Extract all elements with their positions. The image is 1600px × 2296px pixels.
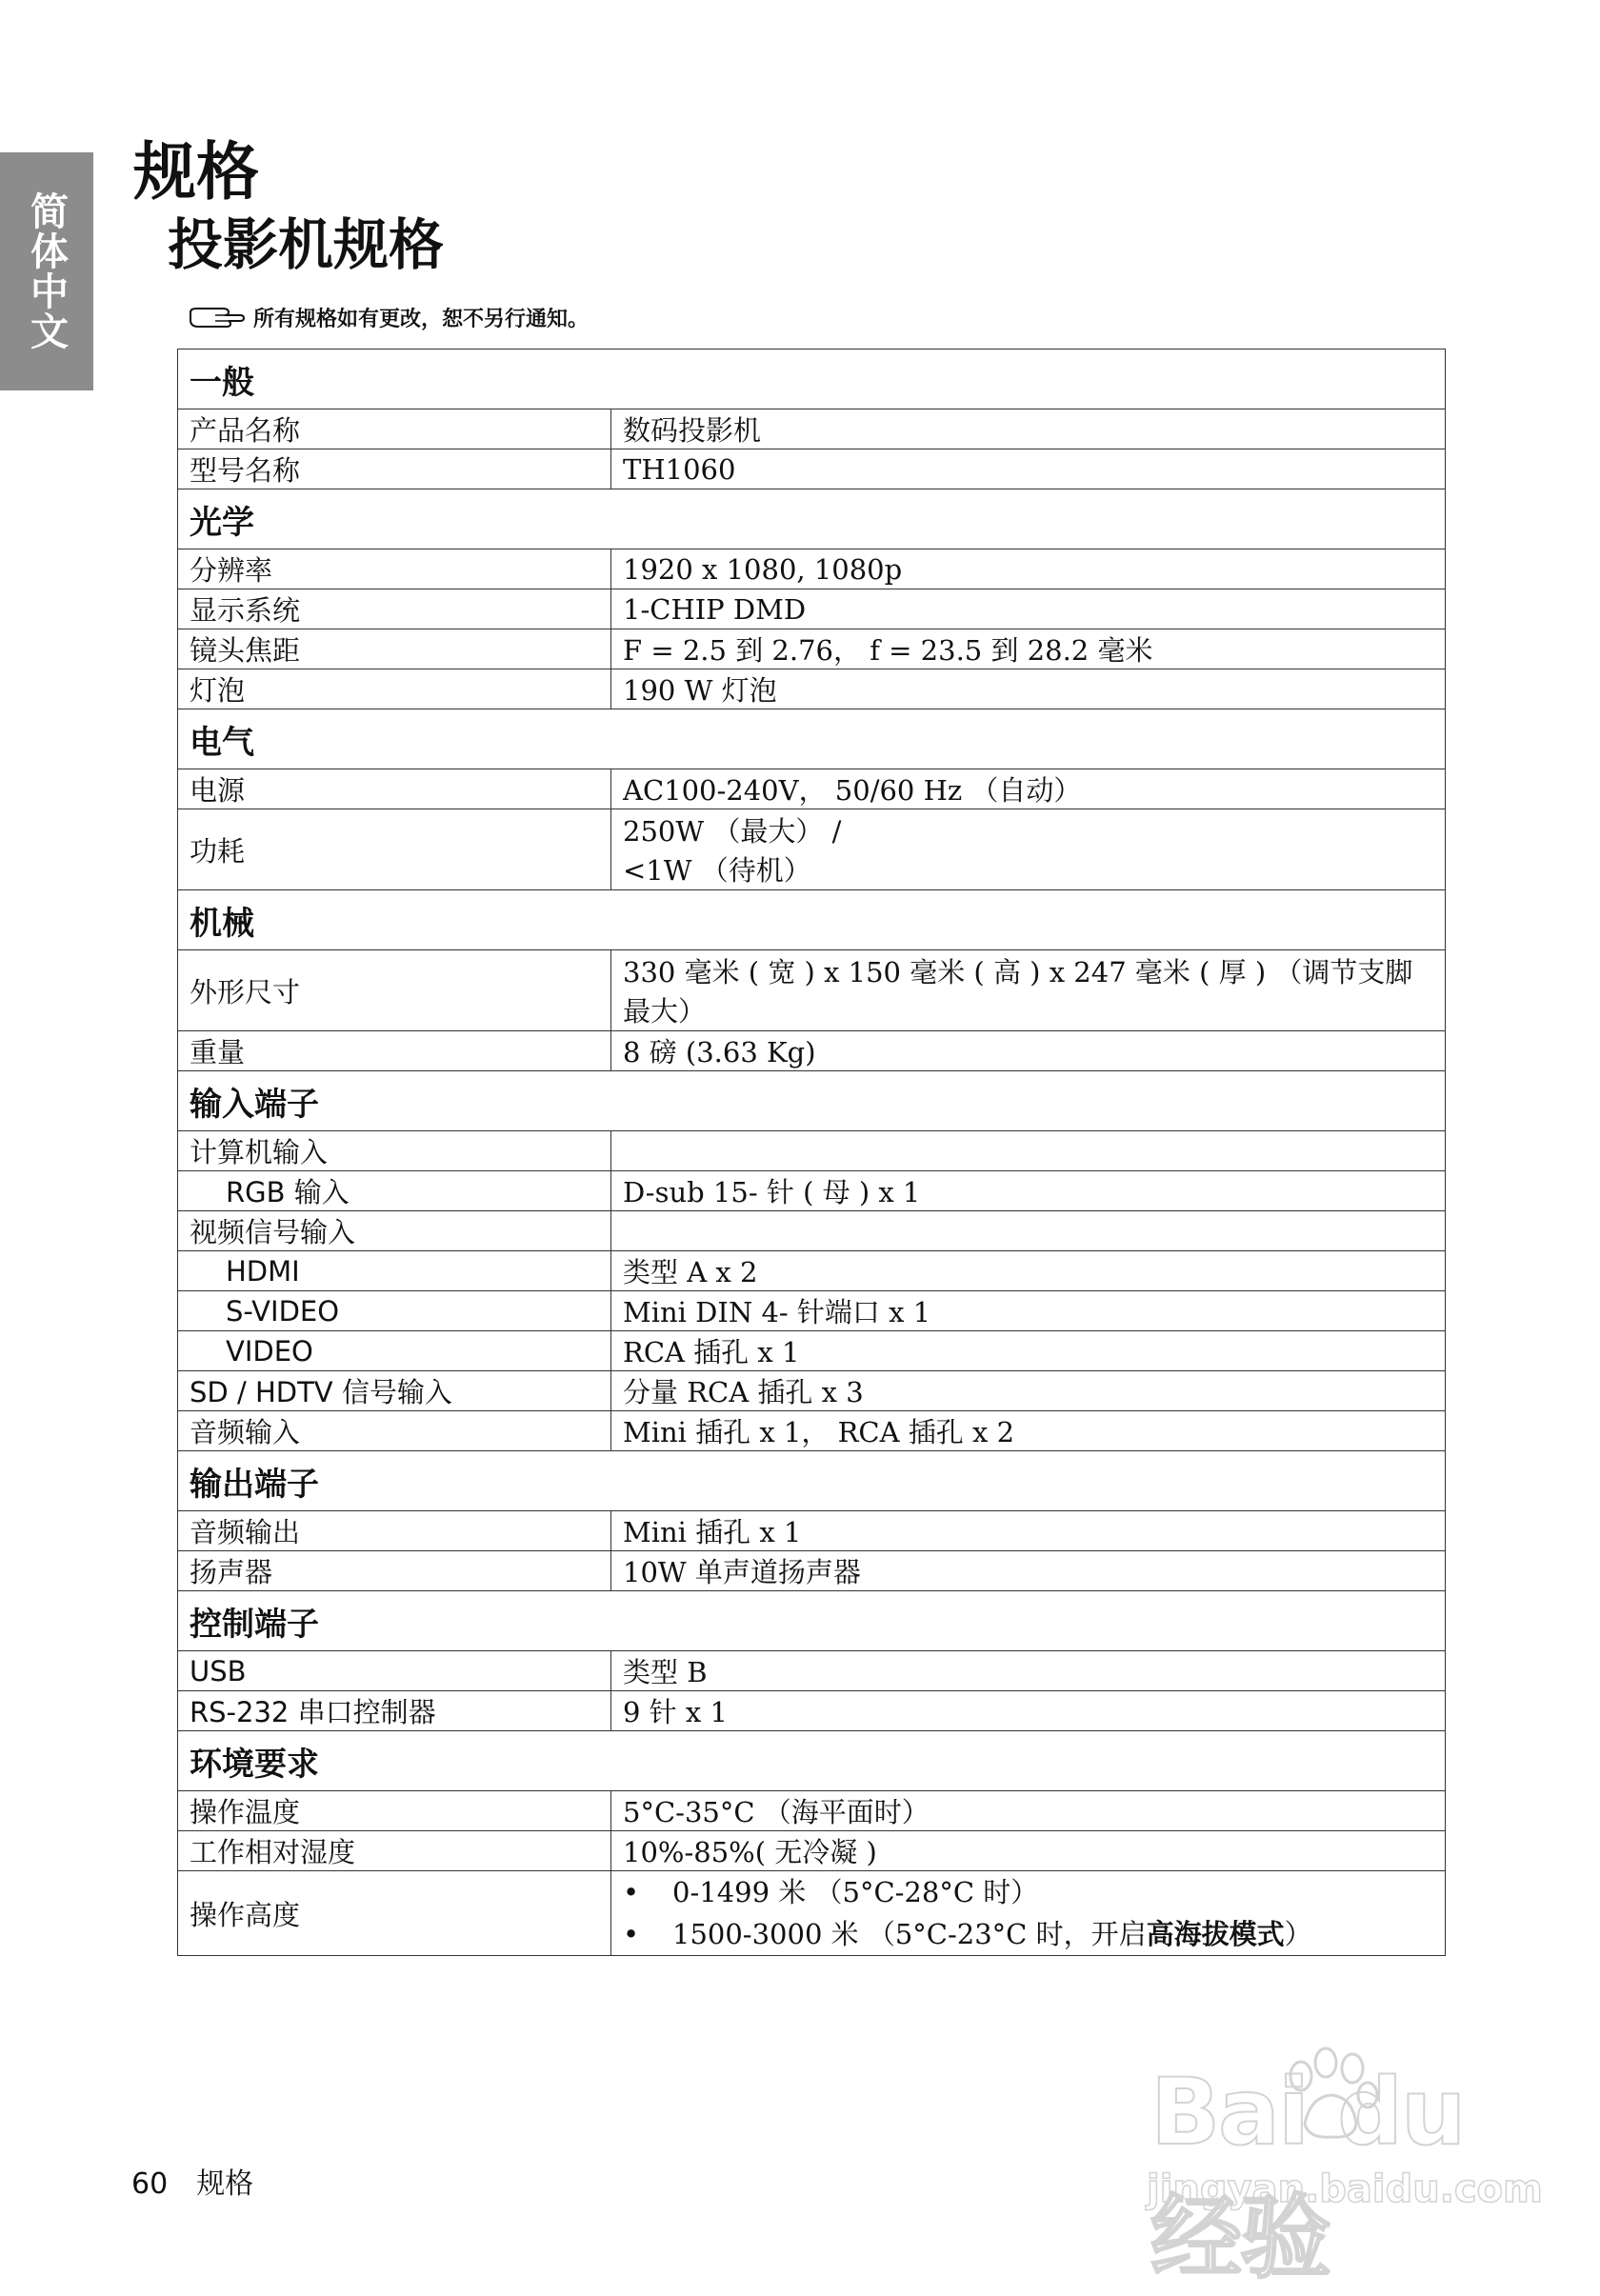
table-row [178,1551,1446,1591]
table-row [178,1131,1446,1171]
bullet-text: 1500-3000 米 （5°C-23°C 时，开启 [672,1918,1147,1950]
table-row [178,769,1446,809]
spec-value: Mini 插孔 x 1 [611,1511,1446,1551]
table-row [178,409,1446,449]
section-heading: 光学 [178,489,1446,549]
spec-label: 灯泡 [178,669,611,709]
spec-label: 显示系统 [178,589,611,629]
side-language-tab [0,152,93,390]
table-row [178,1691,1446,1731]
spec-label: RS-232 串口控制器 [178,1691,611,1731]
page-footer [131,2160,253,2202]
bullet-item [623,1913,1433,1955]
spec-label: 镜头焦距 [178,629,611,669]
spec-value-line: 250W （最大） / [623,815,842,848]
note-line [187,301,589,333]
note-text: 所有规格如有更改，恕不另行通知。 [253,307,590,331]
spec-label: RGB 输入 [178,1171,611,1211]
section-heading: 环境要求 [178,1731,1446,1791]
spec-label: 功耗 [178,809,611,890]
spec-label: USB [178,1651,611,1691]
spec-label: 计算机输入 [178,1131,611,1171]
table-row [178,629,1446,669]
spec-label: 电源 [178,769,611,809]
table-row [178,1411,1446,1451]
table-row [178,1651,1446,1691]
spec-value: 10%-85%( 无冷凝 ) [611,1831,1446,1871]
spec-value: TH1060 [611,449,1446,489]
table-row [178,589,1446,629]
bullet-emphasis: 高海拔模式 [1146,1918,1285,1950]
page-number: 60 [131,2167,169,2201]
spec-label: 操作温度 [178,1791,611,1831]
bullet-text: 0-1499 米 （5°C-28°C 时） [672,1876,1039,1908]
spec-label: 重量 [178,1031,611,1071]
spec-label: 音频输出 [178,1511,611,1551]
section-heading: 输入端子 [178,1071,1446,1131]
table-row [178,449,1446,489]
table-row [178,1371,1446,1411]
spec-label: 视频信号输入 [178,1211,611,1251]
table-row [178,1331,1446,1371]
section-heading: 一般 [178,349,1446,409]
spec-value: 9 针 x 1 [611,1691,1446,1731]
spec-value: RCA 插孔 x 1 [611,1331,1446,1371]
baidu-watermark [1131,2044,1543,2291]
table-row [178,950,1446,1031]
spec-label: 型号名称 [178,449,611,489]
spec-value: 类型 A x 2 [611,1251,1446,1291]
table-row [178,1251,1446,1291]
spec-label: 工作相对湿度 [178,1831,611,1871]
pointing-hand-icon [187,301,246,333]
spec-value: 1-CHIP DMD [611,589,1446,629]
spec-value-line: 330 毫米 ( 宽 ) x 150 毫米 ( 高 ) x 247 毫米 ( 厚 ) （调节支脚 [623,956,1413,988]
spec-value [611,809,1446,890]
table-row [178,1171,1446,1211]
spec-label: 分辨率 [178,549,611,589]
section-heading: 输出端子 [178,1451,1446,1511]
spec-value: 190 W 灯泡 [611,669,1446,709]
spec-value [611,1871,1446,1956]
footer-label: 规格 [196,2167,254,2201]
spec-label: S-VIDEO [178,1291,611,1331]
spec-value-line: 最大） [623,995,707,1028]
section-heading: 电气 [178,709,1446,769]
table-row [178,1031,1446,1071]
spec-value: 数码投影机 [611,409,1446,449]
bullet-dot: • [623,1918,640,1950]
watermark-url: jingyan.baidu.com [1147,2167,1543,2211]
spec-label: HDMI [178,1251,611,1291]
watermark-brand: Bai du 经验 [1150,2059,1465,2291]
spec-value: 8 磅 (3.63 Kg) [611,1031,1446,1071]
bullet-text: ） [1284,1918,1312,1950]
spec-label: 操作高度 [178,1871,611,1956]
spec-label: 产品名称 [178,409,611,449]
table-row [178,1511,1446,1551]
spec-value: AC100-240V， 50/60 Hz （自动） [611,769,1446,809]
spec-value-line: <1W （待机） [623,854,811,887]
page-subtitle: 投影机规格 [168,212,445,277]
spec-label: 扬声器 [178,1551,611,1591]
section-heading: 机械 [178,890,1446,950]
spec-value [611,1211,1446,1251]
spec-label: VIDEO [178,1331,611,1371]
spec-value: Mini 插孔 x 1， RCA 插孔 x 2 [611,1411,1446,1451]
table-row [178,1791,1446,1831]
spec-value: 1920 x 1080, 1080p [611,549,1446,589]
table-row [178,1831,1446,1871]
spec-value: Mini DIN 4- 针端口 x 1 [611,1291,1446,1331]
spec-value: 分量 RCA 插孔 x 3 [611,1371,1446,1411]
spec-value: 5°C-35°C （海平面时） [611,1791,1446,1831]
page-title: 规格 [133,135,259,209]
table-row [178,1211,1446,1251]
table-row [178,669,1446,709]
table-row [178,1871,1446,1956]
spec-label: SD / HDTV 信号输入 [178,1371,611,1411]
table-row [178,809,1446,890]
spec-value: F = 2.5 到 2.76， f = 23.5 到 28.2 毫米 [611,629,1446,669]
table-row [178,1291,1446,1331]
spec-label: 音频输入 [178,1411,611,1451]
spec-value [611,1131,1446,1171]
bullet-item [623,1871,1433,1913]
spec-table [177,349,1446,1956]
spec-value: D-sub 15- 针 ( 母 ) x 1 [611,1171,1446,1211]
section-heading: 控制端子 [178,1591,1446,1651]
side-tab-label: 简体中文 [24,191,69,351]
table-row [178,549,1446,589]
spec-value: 类型 B [611,1651,1446,1691]
bullet-dot: • [623,1876,640,1908]
spec-value: 10W 单声道扬声器 [611,1551,1446,1591]
spec-value [611,950,1446,1031]
spec-label: 外形尺寸 [178,950,611,1031]
